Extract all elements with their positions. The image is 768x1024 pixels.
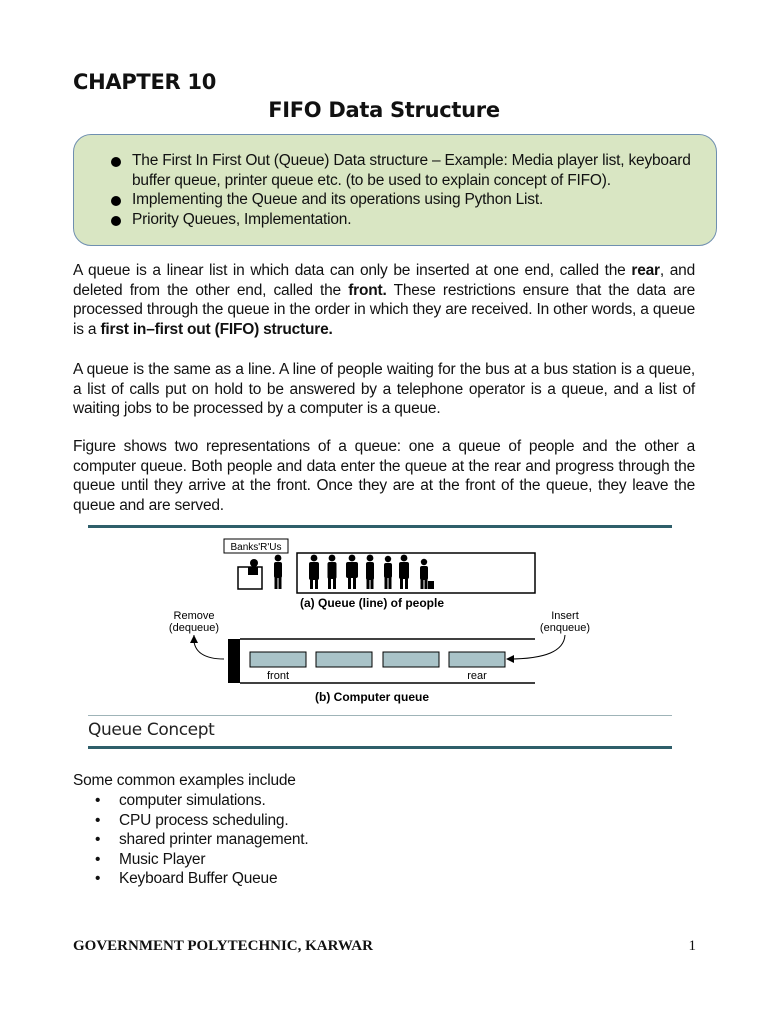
- dequeue-arrowhead: [190, 635, 198, 643]
- rear-label: rear: [467, 670, 487, 682]
- front-label: front: [266, 670, 290, 682]
- objective-item: The First In First Out (Queue) Data structure – Example: Media player list, keyboard buffer queue, printer queue etc. (to be used to explain concept of FIFO).: [108, 151, 696, 190]
- p1-text-2: , and deleted from the other end, called the: [73, 262, 695, 299]
- queue-cell: [316, 652, 372, 667]
- bank-sign-text: Banks'R'Us: [230, 542, 282, 553]
- objective-item: Priority Queues, Implementation.: [108, 210, 696, 230]
- queue-cell: [449, 652, 505, 667]
- figure-label-a: (a) Queue (line) of people: [299, 596, 445, 610]
- p1-bold-front: front.: [348, 281, 387, 299]
- p1-text-1: A queue is a linear list in which data can only be inserted at one end, called the: [73, 262, 632, 279]
- objective-item: Implementing the Queue and its operations using Python List.: [108, 190, 696, 210]
- teller-icon: [248, 559, 258, 575]
- queue-front-wall: [228, 639, 240, 683]
- insert-label: Insert: [551, 610, 579, 622]
- queue-figure: [88, 525, 672, 749]
- dequeue-label: (dequeue): [168, 622, 220, 634]
- p1-text-3: These restrictions ensure that the data are processed through the queue in the order in which they are received. In other words, a queue is a: [73, 281, 695, 338]
- enqueue-arrowhead: [506, 655, 514, 663]
- paragraph-definition: [73, 261, 695, 339]
- example-item: • Music Player: [73, 850, 309, 870]
- examples-list: [73, 791, 309, 889]
- figure-bottom-rule: [88, 746, 672, 749]
- chapter-title: [0, 98, 768, 122]
- figure-label-b: (b) Computer queue: [315, 690, 429, 704]
- chapter-heading: CHAPTER 10: [73, 70, 217, 94]
- figure-caption-rule: [88, 715, 672, 716]
- queue-cell: [250, 652, 306, 667]
- example-item: • computer simulations.: [73, 791, 309, 811]
- p1-bold-fifo: first in–first out (FIFO) structure.: [100, 320, 333, 338]
- objectives-list: [108, 151, 696, 229]
- enqueue-label: (enqueue): [539, 622, 591, 634]
- figure-caption: Queue Concept: [88, 720, 215, 740]
- paragraph-figure-intro: Figure shows two representations of a queue: one a queue of people and the other a computer queue. Both people and data enter the queue at the rear and progress through the queue until they arrive at the front. Once they are at the front of the queue, they leave the queue and are served.: [73, 438, 695, 514]
- dequeue-arrow: [194, 635, 224, 659]
- remove-label: Remove: [173, 610, 215, 622]
- example-item: • CPU process scheduling.: [73, 811, 309, 831]
- footer-page-number: 1: [688, 938, 696, 954]
- footer-institution: GOVERNMENT POLYTECHNIC, KARWAR: [73, 938, 373, 954]
- example-item: • Keyboard Buffer Queue: [73, 869, 309, 889]
- queue-cell: [383, 652, 439, 667]
- examples-intro: Some common examples include: [73, 772, 296, 789]
- objectives-box: [73, 134, 717, 246]
- chapter-title-text: FIFO Data Structure: [268, 98, 500, 122]
- paragraph-line-analogy: A queue is the same as a line. A line of people waiting for the bus at a bus station is a queue, a list of calls put on hold to be answered by a telephone operator is a queue, and a list of waiting jobs to be processed by a computer is a queue.: [73, 361, 695, 418]
- people-silhouettes-icon: [274, 555, 434, 589]
- p1-bold-rear: rear: [631, 262, 660, 279]
- example-item: • shared printer management.: [73, 830, 309, 850]
- queue-diagram: [88, 525, 672, 715]
